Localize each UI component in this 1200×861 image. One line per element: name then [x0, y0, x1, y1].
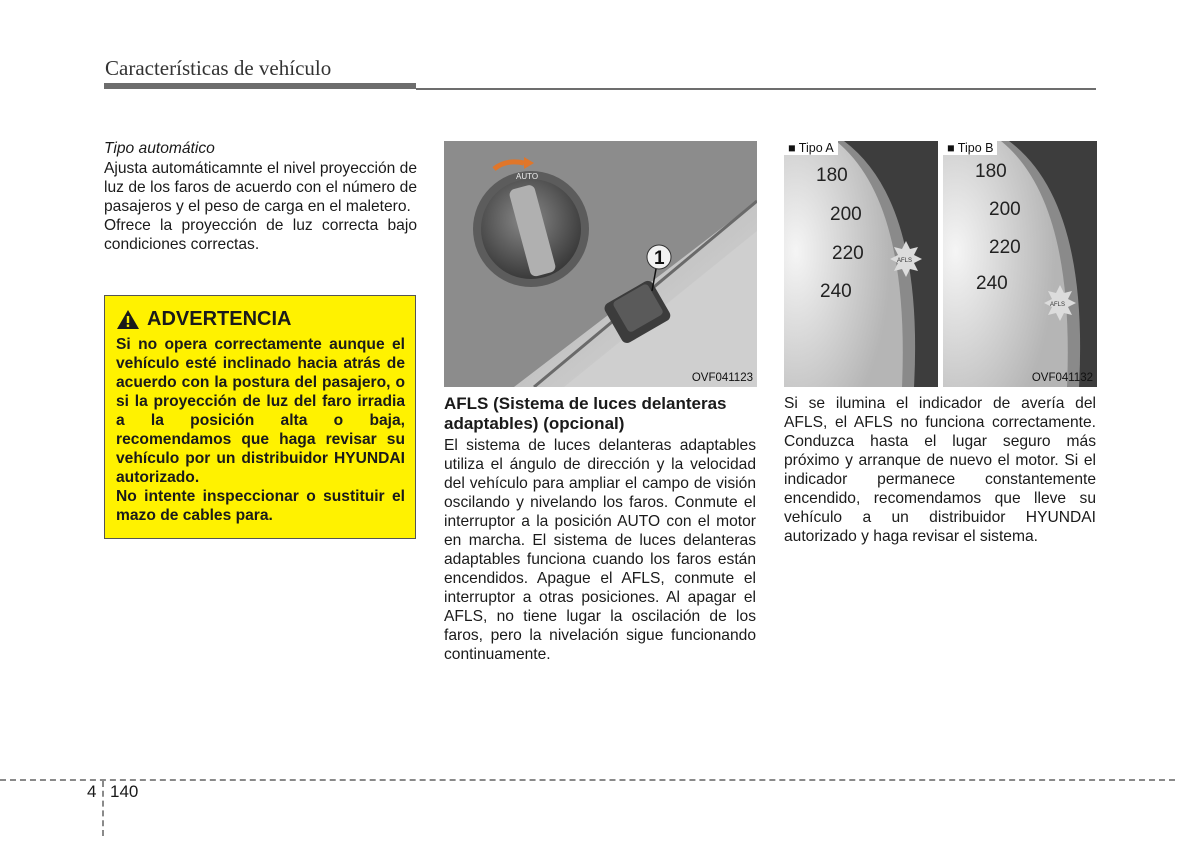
footer-divider — [0, 779, 1175, 781]
gauge-b-200: 200 — [989, 199, 1021, 220]
header-rule — [104, 83, 416, 89]
gauge-a-220: 220 — [832, 243, 864, 264]
left-column — [104, 139, 417, 254]
gauge-a-240: 240 — [820, 281, 852, 302]
callout-number: 1 — [654, 248, 665, 269]
afls-indicator-a: AFLS — [897, 258, 913, 264]
gauge-b-180: 180 — [975, 161, 1007, 182]
speedometer-illustration — [784, 141, 1097, 387]
warning-paragraph: No intente inspeccionar o sustituir el mazo de cables para. — [116, 488, 405, 524]
gauge-a-180: 180 — [816, 165, 848, 186]
page-title: Características de vehículo — [105, 56, 332, 80]
type-b-tag: ■ Tipo B — [943, 141, 997, 155]
afls-indicator-b: AFLS — [1050, 302, 1066, 308]
footer-vertical-divider — [102, 781, 104, 836]
auto-label: AUTO — [516, 172, 539, 181]
warning-box — [104, 295, 416, 539]
paragraph: Ajusta automáticamnte el nivel proyección de luz de los faros de acuerdo con el número de pasajeros y el peso de carga en el maletero. — [104, 160, 417, 215]
warning-triangle-icon — [116, 309, 140, 330]
right-body — [784, 394, 1096, 546]
warning-heading — [116, 308, 405, 331]
paragraph: Si se ilumina el indicador de avería del AFLS, el AFLS no funciona correctamente. Conduzca hasta el lugar seguro más próximo y arranque de nuevo el motor. Si el indicador permanece constantemente encendido, recomendamos que lleve su vehículo a un distribuidor HYUNDAI autorizado y haga revisar el sistema. — [784, 395, 1096, 545]
warning-title: ADVERTENCIA — [147, 308, 292, 330]
warning-paragraph: Si no opera correctamente aunque el vehículo esté inclinado hacia atrás de acuerdo con la postura del pasajero, o si la proyección de luz del faro irradia a la posición alta o baja, recomendamos que haga revisar su vehículo por un distribuidor HYUNDAI autorizado. — [116, 336, 405, 486]
type-a-tag: ■ Tipo A — [784, 141, 838, 155]
gauge-b-240: 240 — [976, 273, 1008, 294]
figure-code: OVF041132 — [1031, 372, 1093, 384]
warning-body — [116, 335, 405, 525]
subheading-tipo-automatico: Tipo automático — [104, 140, 215, 157]
headlight-switch-photo — [444, 141, 757, 387]
headlight-switch-illustration — [444, 141, 757, 387]
gauge-a-200: 200 — [830, 204, 862, 225]
header-rule-thin — [416, 88, 1096, 90]
paragraph: Ofrece la proyección de luz correcta bajo condiciones correctas. — [104, 217, 417, 253]
section-heading: AFLS (Sistema de luces delanteras adaptables) (opcional) — [444, 394, 727, 433]
afls-section — [444, 394, 756, 664]
afls-body — [444, 436, 756, 664]
page-number: 140 — [110, 782, 139, 801]
right-column — [784, 394, 1096, 546]
gauge-b-220: 220 — [989, 237, 1021, 258]
left-body — [104, 159, 417, 254]
figure-code: OVF041123 — [691, 372, 753, 384]
chapter-number: 4 — [87, 782, 97, 801]
paragraph: El sistema de luces delanteras adaptables utiliza el ángulo de dirección y la velocidad del vehículo para ampliar el campo de visión oscilando y nivelando los faros. Conmute el interruptor a la posición AUTO con el motor en marcha. El sistema de luces delanteras adaptables funciona cuando los faros están encendidos. Apague el AFLS, conmute el interruptor a otras posiciones. Al apagar el AFLS, no tiene lugar la oscilación de los faros, pero la nivelación sigue funcionando continuamente. — [444, 437, 756, 663]
speedometer-photo — [784, 141, 1097, 387]
